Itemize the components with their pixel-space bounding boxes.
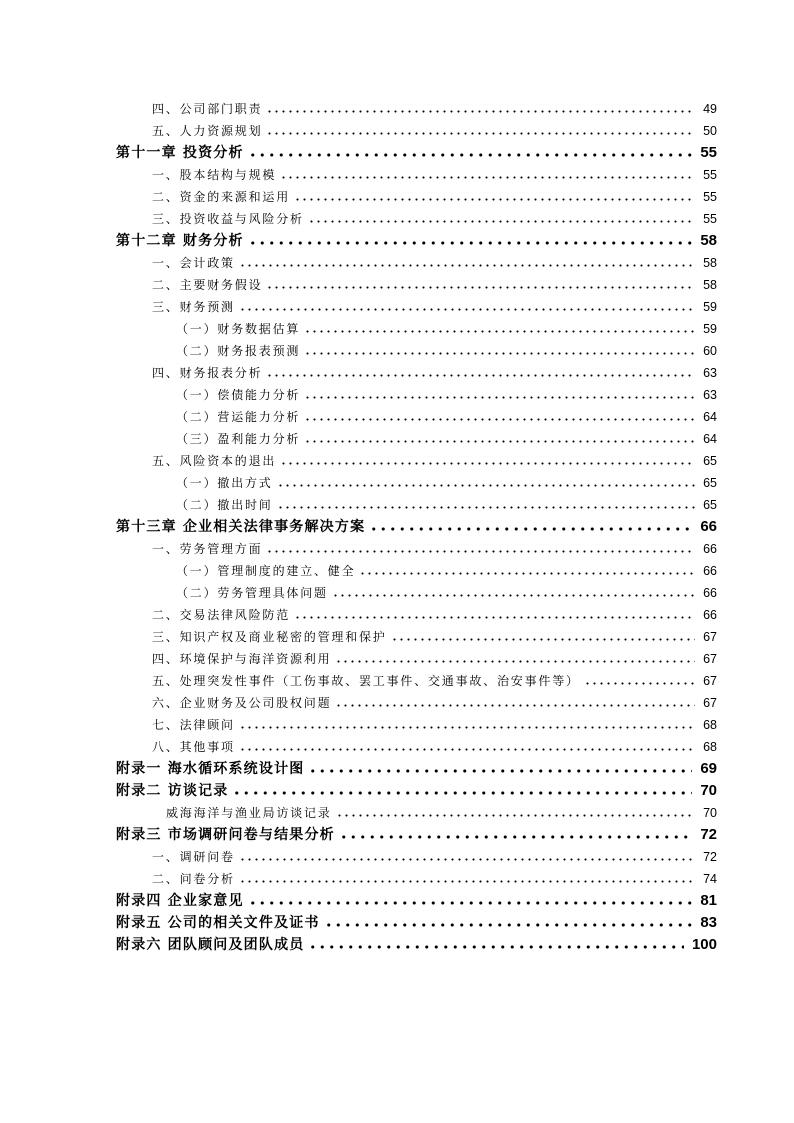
toc-entry-title: 一、劳务管理方面 bbox=[152, 542, 263, 556]
toc-entry-title: 第十一章 投资分析 bbox=[116, 145, 244, 161]
toc-subsection-row bbox=[116, 582, 717, 604]
toc-section-row bbox=[116, 802, 717, 824]
toc-section-row bbox=[116, 604, 717, 626]
toc-page-number: 59 bbox=[703, 322, 717, 336]
toc-page-number: 65 bbox=[703, 498, 717, 512]
toc-page-number: 70 bbox=[700, 782, 717, 799]
toc-page-number: 64 bbox=[703, 410, 717, 424]
toc-chapter-row bbox=[116, 912, 717, 934]
dot-leader bbox=[280, 176, 695, 179]
toc-entry-title: 五、风险资本的退出 bbox=[152, 454, 277, 468]
toc-entry-title: 六、企业财务及公司股权问题 bbox=[152, 696, 332, 710]
toc-entry-title: 二、主要财务假设 bbox=[152, 278, 263, 292]
toc-entry-title: 一、股本结构与规模 bbox=[152, 168, 277, 182]
toc-page-number: 66 bbox=[700, 518, 717, 535]
dot-leader bbox=[248, 153, 693, 157]
toc-entry-title: 二、问卷分析 bbox=[152, 872, 235, 886]
toc-page-number: 100 bbox=[691, 936, 717, 953]
toc-page-number: 74 bbox=[703, 872, 717, 886]
toc-chapter-row bbox=[116, 780, 717, 802]
toc-page-number: 72 bbox=[700, 826, 717, 843]
toc-section-row bbox=[116, 362, 717, 384]
dot-leader bbox=[266, 286, 695, 289]
toc-chapter-row bbox=[116, 142, 717, 164]
dot-leader bbox=[304, 396, 695, 399]
toc-page-number: 83 bbox=[700, 914, 717, 931]
toc-page-number: 81 bbox=[700, 892, 717, 909]
toc-chapter-row bbox=[116, 516, 717, 538]
toc-page-number: 64 bbox=[703, 432, 717, 446]
toc-section-row bbox=[116, 274, 717, 296]
toc-chapter-row bbox=[116, 890, 717, 912]
toc-entry-title: 附录四 企业家意见 bbox=[116, 893, 244, 909]
toc-entry-title: 一、会计政策 bbox=[152, 256, 235, 270]
toc-section-row bbox=[116, 252, 717, 274]
toc-entry-title: （三）盈利能力分析 bbox=[176, 432, 301, 446]
toc-page-number: 65 bbox=[703, 476, 717, 490]
dot-leader bbox=[294, 198, 695, 201]
toc-page-number: 55 bbox=[703, 190, 717, 204]
dot-leader bbox=[359, 572, 695, 575]
dot-leader bbox=[339, 835, 692, 839]
toc-entry-title: 七、法律顾问 bbox=[152, 718, 235, 732]
toc-page-number: 65 bbox=[703, 454, 717, 468]
toc-entry-title: 附录一 海水循环系统设计图 bbox=[116, 761, 305, 777]
toc-section-row bbox=[116, 846, 717, 868]
table-of-contents bbox=[116, 98, 717, 956]
dot-leader bbox=[304, 352, 695, 355]
toc-page-number: 70 bbox=[703, 806, 717, 820]
toc-page-number: 66 bbox=[703, 564, 717, 578]
dot-leader bbox=[239, 880, 695, 883]
dot-leader bbox=[266, 132, 695, 135]
toc-entry-title: 五、处理突发性事件（工伤事故、罢工事件、交通事故、治安事件等） bbox=[152, 674, 580, 688]
dot-leader bbox=[308, 220, 695, 223]
dot-leader bbox=[239, 264, 695, 267]
toc-page-number: 58 bbox=[703, 256, 717, 270]
toc-subsection-row bbox=[116, 560, 717, 582]
toc-section-row bbox=[116, 670, 717, 692]
toc-page-number: 63 bbox=[703, 388, 717, 402]
toc-page-number: 66 bbox=[703, 608, 717, 622]
toc-page-number: 67 bbox=[703, 652, 717, 666]
toc-entry-title: （二）营运能力分析 bbox=[176, 410, 301, 424]
dot-leader bbox=[304, 418, 695, 421]
dot-leader bbox=[304, 330, 695, 333]
toc-entry-title: 三、财务预测 bbox=[152, 300, 235, 314]
toc-entry-title: 附录三 市场调研问卷与结果分析 bbox=[116, 827, 335, 843]
toc-section-row bbox=[116, 186, 717, 208]
toc-page-number: 66 bbox=[703, 586, 717, 600]
toc-section-row bbox=[116, 450, 717, 472]
toc-page-number: 67 bbox=[703, 674, 717, 688]
toc-entry-title: （一）撤出方式 bbox=[176, 476, 273, 490]
dot-leader bbox=[336, 814, 695, 817]
toc-entry-title: 三、投资收益与风险分析 bbox=[152, 212, 304, 226]
dot-leader bbox=[369, 527, 692, 531]
toc-page-number: 72 bbox=[703, 850, 717, 864]
toc-section-row bbox=[116, 538, 717, 560]
toc-section-row bbox=[116, 120, 717, 142]
toc-section-row bbox=[116, 296, 717, 318]
toc-page-number: 69 bbox=[700, 760, 717, 777]
toc-page-number: 59 bbox=[703, 300, 717, 314]
toc-subsection-row bbox=[116, 428, 717, 450]
toc-subsection-row bbox=[116, 406, 717, 428]
toc-entry-title: 威海海洋与渔业局访谈记录 bbox=[166, 806, 332, 820]
toc-entry-title: （二）财务报表预测 bbox=[176, 344, 301, 358]
dot-leader bbox=[584, 682, 695, 685]
toc-section-row bbox=[116, 626, 717, 648]
toc-chapter-row bbox=[116, 758, 717, 780]
toc-entry-title: 第十二章 财务分析 bbox=[116, 233, 244, 249]
toc-page-number: 55 bbox=[703, 212, 717, 226]
dot-leader bbox=[266, 374, 695, 377]
toc-entry-title: 八、其他事项 bbox=[152, 740, 235, 754]
toc-page-number: 67 bbox=[703, 696, 717, 710]
toc-entry-title: （一）管理制度的建立、健全 bbox=[176, 564, 356, 578]
toc-entry-title: 四、环境保护与海洋资源利用 bbox=[152, 652, 332, 666]
dot-leader bbox=[239, 308, 695, 311]
dot-leader bbox=[277, 506, 695, 509]
toc-entry-title: （二）劳务管理具体问题 bbox=[176, 586, 328, 600]
toc-entry-title: 一、调研问卷 bbox=[152, 850, 235, 864]
toc-page-number: 66 bbox=[703, 542, 717, 556]
toc-section-row bbox=[116, 98, 717, 120]
dot-leader bbox=[308, 769, 692, 773]
toc-chapter-row bbox=[116, 824, 717, 846]
dot-leader bbox=[232, 791, 692, 795]
dot-leader bbox=[266, 550, 695, 553]
toc-section-row bbox=[116, 714, 717, 736]
dot-leader bbox=[335, 660, 695, 663]
toc-entry-title: 附录五 公司的相关文件及证书 bbox=[116, 915, 320, 931]
toc-subsection-row bbox=[116, 318, 717, 340]
toc-section-row bbox=[116, 208, 717, 230]
toc-page-number: 50 bbox=[703, 124, 717, 138]
dot-leader bbox=[239, 858, 695, 861]
dot-leader bbox=[239, 748, 695, 751]
toc-page-number: 68 bbox=[703, 718, 717, 732]
toc-entry-title: 五、人力资源规划 bbox=[152, 124, 263, 138]
toc-entry-title: 四、公司部门职责 bbox=[152, 102, 263, 116]
dot-leader bbox=[280, 462, 695, 465]
dot-leader bbox=[248, 901, 693, 905]
toc-page-number: 67 bbox=[703, 630, 717, 644]
toc-entry-title: 三、知识产权及商业秘密的管理和保护 bbox=[152, 630, 387, 644]
toc-chapter-row bbox=[116, 230, 717, 252]
dot-leader bbox=[304, 440, 695, 443]
toc-entry-title: 附录六 团队顾问及团队成员 bbox=[116, 937, 305, 953]
dot-leader bbox=[391, 638, 695, 641]
dot-leader bbox=[248, 241, 693, 245]
toc-entry-title: （一）财务数据估算 bbox=[176, 322, 301, 336]
toc-page-number: 60 bbox=[703, 344, 717, 358]
toc-subsection-row bbox=[116, 384, 717, 406]
toc-page-number: 55 bbox=[703, 168, 717, 182]
toc-subsection-row bbox=[116, 494, 717, 516]
dot-leader bbox=[324, 923, 693, 927]
dot-leader bbox=[308, 945, 683, 949]
dot-leader bbox=[332, 594, 695, 597]
toc-page-number: 68 bbox=[703, 740, 717, 754]
toc-page-number: 55 bbox=[700, 144, 717, 161]
dot-leader bbox=[335, 704, 695, 707]
toc-entry-title: （一）偿债能力分析 bbox=[176, 388, 301, 402]
toc-section-row bbox=[116, 692, 717, 714]
toc-page-number: 58 bbox=[700, 232, 717, 249]
dot-leader bbox=[266, 110, 695, 113]
dot-leader bbox=[239, 726, 695, 729]
toc-subsection-row bbox=[116, 340, 717, 362]
dot-leader bbox=[294, 616, 695, 619]
toc-page-number: 49 bbox=[703, 102, 717, 116]
toc-section-row bbox=[116, 868, 717, 890]
dot-leader bbox=[277, 484, 695, 487]
toc-page-number: 58 bbox=[703, 278, 717, 292]
toc-section-row bbox=[116, 164, 717, 186]
toc-subsection-row bbox=[116, 472, 717, 494]
toc-entry-title: 二、交易法律风险防范 bbox=[152, 608, 291, 622]
toc-entry-title: 第十三章 企业相关法律事务解决方案 bbox=[116, 519, 366, 535]
toc-section-row bbox=[116, 648, 717, 670]
toc-page-number: 63 bbox=[703, 366, 717, 380]
toc-entry-title: （二）撤出时间 bbox=[176, 498, 273, 512]
toc-entry-title: 二、资金的来源和运用 bbox=[152, 190, 291, 204]
toc-section-row bbox=[116, 736, 717, 758]
toc-chapter-row bbox=[116, 934, 717, 956]
toc-entry-title: 附录二 访谈记录 bbox=[116, 783, 229, 799]
toc-entry-title: 四、财务报表分析 bbox=[152, 366, 263, 380]
